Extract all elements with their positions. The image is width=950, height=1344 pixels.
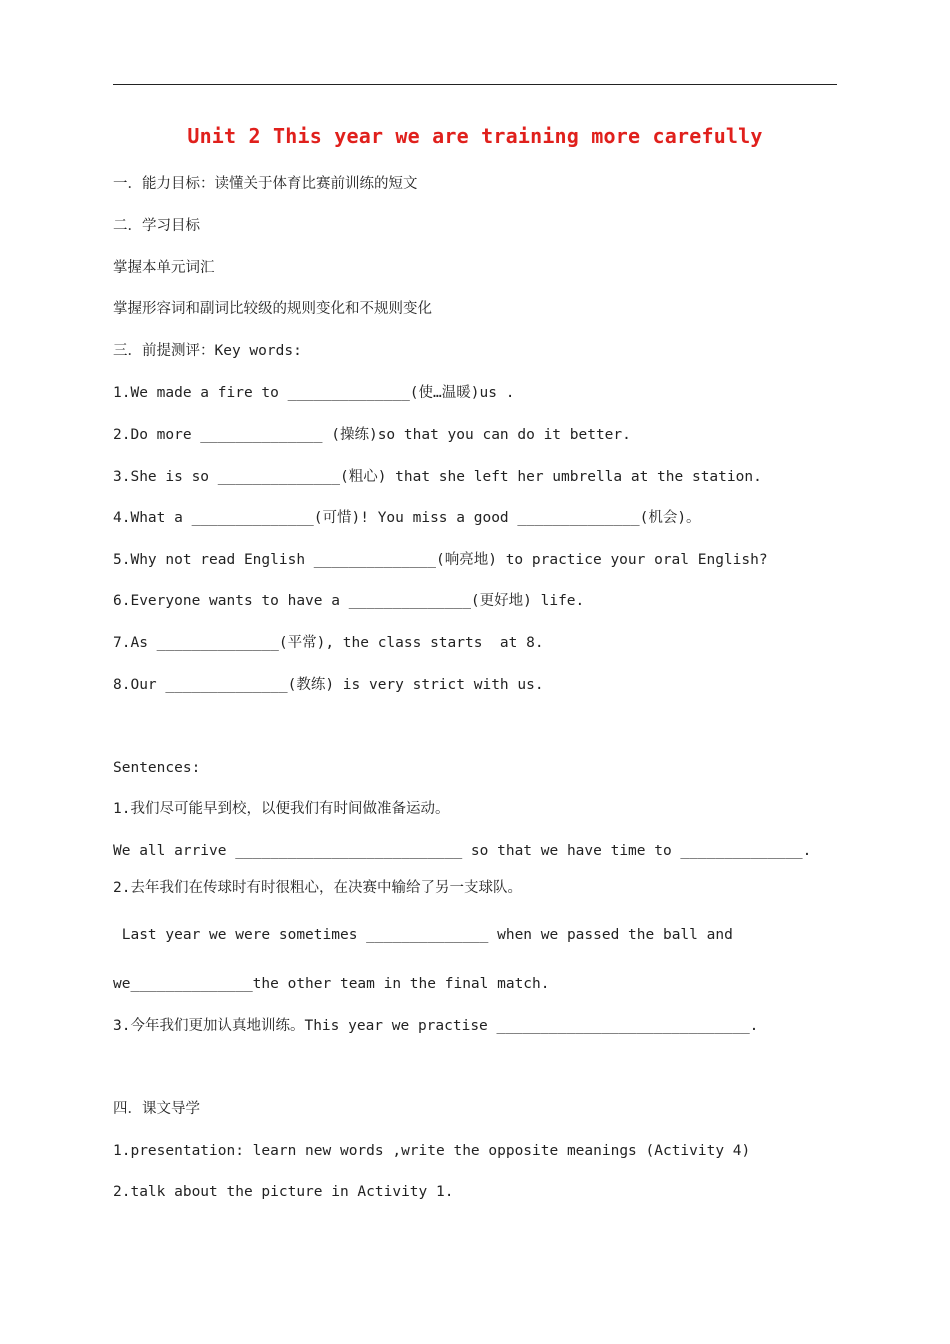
header-rule xyxy=(113,84,837,85)
ability-goal: 一．能力目标：读懂关于体育比赛前训练的短文 xyxy=(113,176,418,192)
sentence-prompt: 2.去年我们在传球时有时很粗心，在决赛中输给了另一支球队。 xyxy=(113,880,522,896)
sentence-prompt: 1.我们尽可能早到校，以便我们有时间做准备运动。 xyxy=(113,801,450,817)
goal-item: 掌握本单元词汇 xyxy=(113,260,215,276)
text-guide-heading: 四．课文导学 xyxy=(113,1101,200,1117)
key-word-item: 4.What a ______________(可惜)! You miss a good ______________(机会)。 xyxy=(113,510,701,526)
sentences-heading: Sentences: xyxy=(113,760,201,776)
key-word-item: 6.Everyone wants to have a ______________(更好地) life. xyxy=(113,593,585,609)
guide-item: 2.talk about the picture in Activity 1. xyxy=(113,1184,454,1200)
sentence-answer: we______________the other team in the final match. xyxy=(113,976,550,992)
key-word-item: 5.Why not read English ______________(响亮地) to practice your oral English? xyxy=(113,552,768,568)
learning-goals-heading: 二．学习目标 xyxy=(113,218,200,234)
key-word-item: 3.She is so ______________(粗心) that she left her umbrella at the station. xyxy=(113,469,762,485)
key-word-item: 8.Our ______________(教练) is very strict with us. xyxy=(113,677,544,693)
key-word-item: 2.Do more ______________ (操练)so that you can do it better. xyxy=(113,427,631,443)
sentence-prompt: 3.今年我们更加认真地训练。This year we practise _____________________________. xyxy=(113,1018,759,1034)
page-title: Unit 2 This year we are training more carefully xyxy=(187,124,763,148)
pretest-heading: 三．前提测评：Key words: xyxy=(113,343,302,359)
key-word-item: 7.As ______________(平常), the class starts at 8. xyxy=(113,635,544,651)
key-word-item: 1.We made a fire to ______________(使…温暖)us . xyxy=(113,385,515,401)
sentence-answer: Last year we were sometimes ______________ when we passed the ball and xyxy=(113,927,733,943)
goal-item: 掌握形容词和副词比较级的规则变化和不规则变化 xyxy=(113,301,432,317)
sentence-answer: We all arrive __________________________ so that we have time to ______________. xyxy=(113,843,812,859)
guide-item: 1.presentation: learn new words ,write the opposite meanings (Activity 4) xyxy=(113,1143,751,1159)
